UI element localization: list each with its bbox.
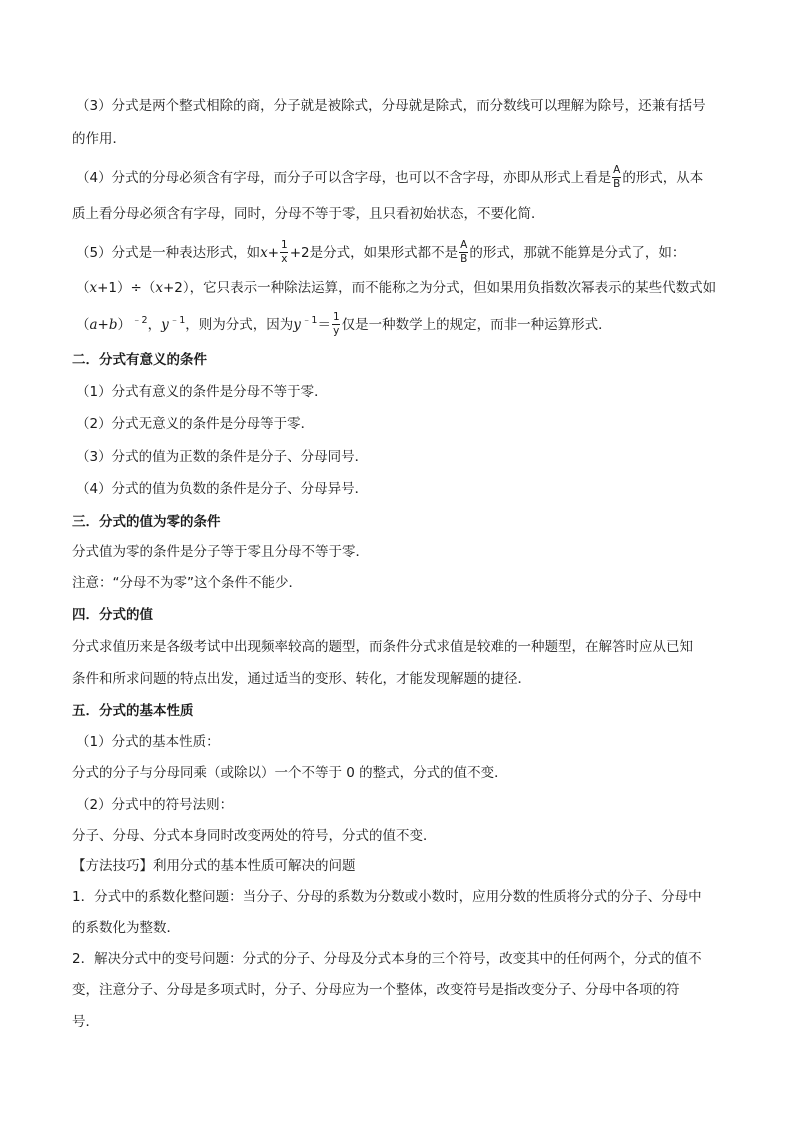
paragraph-4-line-1: （4）分式的分母必须含有字母，而分子可以含字母，也可以不含字母，亦即从形式上看是 $\frac{A}{B}$ 的形式，从本 <box>76 164 704 190</box>
tip-1-line-1: 1．分式中的系数化整问题：当分子、分母的系数为分数或小数时，应用分数的性质将分式的分子、分母中 <box>72 889 702 905</box>
section-2-item-3: （3）分式的值为正数的条件是分子、分母同号． <box>76 449 369 465</box>
method-tip-heading: 【方法技巧】利用分式的基本性质可解决的问题 <box>72 858 356 874</box>
section-4-para-line-1: 分式求值历来是各级考试中出现频率较高的题型，而条件分式求值是较难的一种题型，在解答时应从已知 <box>72 639 693 655</box>
fraction-1-over-x: $\frac{1}{x}$ <box>281 239 288 265</box>
section-5-item-1: （1）分式的基本性质： <box>76 734 220 750</box>
section-2-heading: 二．分式有意义的条件 <box>72 352 207 368</box>
tip-2-line-3: 号． <box>72 1014 99 1030</box>
section-4-para-line-2: 条件和所求问题的特点出发，通过适当的变形、转化，才能发现解题的捷径． <box>72 671 531 687</box>
section-5-item-1-text: 分式的分子与分母同乘（或除以）一个不等于 0 的整式，分式的值不变． <box>72 765 508 781</box>
section-2-item-1: （1）分式有意义的条件是分母不等于零． <box>76 384 328 400</box>
section-3-heading: 三．分式的值为零的条件 <box>72 514 221 530</box>
section-5-item-2-text: 分子、分母、分式本身同时改变两处的符号，分式的值不变． <box>72 828 437 844</box>
section-3-para-1: 分式值为零的条件是分子等于零且分母不等于零． <box>72 544 369 560</box>
fraction-1-over-y: $\frac{1}{y}$ <box>332 311 340 337</box>
paragraph-5-line-3: $(a+b)^{﹣2}$，$y^{﹣1}$，则为分式，因为$y^{﹣1}=$ $\frac{1}{y}$ 仅是一种数学上的规定，而非一种运算形式． <box>76 311 612 337</box>
section-3-para-2: 注意：“分母不为零”这个条件不能少． <box>72 575 302 591</box>
fraction-a-over-b-2: $\frac{A}{B}$ <box>460 239 468 265</box>
paragraph-3-line-1: （3）分式是两个整式相除的商，分子就是被除式，分母就是除式，而分数线可以理解为除号，还兼有括号 <box>76 98 706 114</box>
paragraph-3-line-2: 的作用． <box>72 131 126 147</box>
section-4-heading: 四．分式的值 <box>72 607 153 623</box>
section-2-item-2: （2）分式无意义的条件是分母等于零． <box>76 416 315 432</box>
paragraph-4-line-2: 质上看分母必须含有字母，同时，分母不等于零，且只看初始状态，不要化简． <box>72 206 545 222</box>
section-2-item-4: （4）分式的值为负数的条件是分子、分母异号． <box>76 481 369 497</box>
paragraph-5-line-1: （5）分式是一种表达形式，如x+ $\frac{1}{x}$ +2是分式，如果形式都不是 $\frac{A}{B}$ 的形式，那就不能算是分式了，如： <box>76 239 686 265</box>
section-5-item-2: （2）分式中的符号法则： <box>76 797 234 813</box>
fraction-a-over-b: $\frac{A}{B}$ <box>613 164 621 190</box>
section-5-heading: 五．分式的基本性质 <box>72 703 194 719</box>
tip-1-line-2: 的系数化为整数． <box>72 920 180 936</box>
tip-2-line-2: 变，注意分子、分母是多项式时，分子、分母应为一个整体，改变符号是指改变分子、分母中各项的符 <box>72 982 680 998</box>
tip-2-line-1: 2．解决分式中的变号问题：分式的分子、分母及分式本身的三个符号，改变其中的任何两个，分式的值不 <box>72 951 702 967</box>
paragraph-5-line-2: （x+1）÷（x+2），它只表示一种除法运算，而不能称之为分式，但如果用负指数次幂表示的某些代数式如 <box>76 280 717 296</box>
